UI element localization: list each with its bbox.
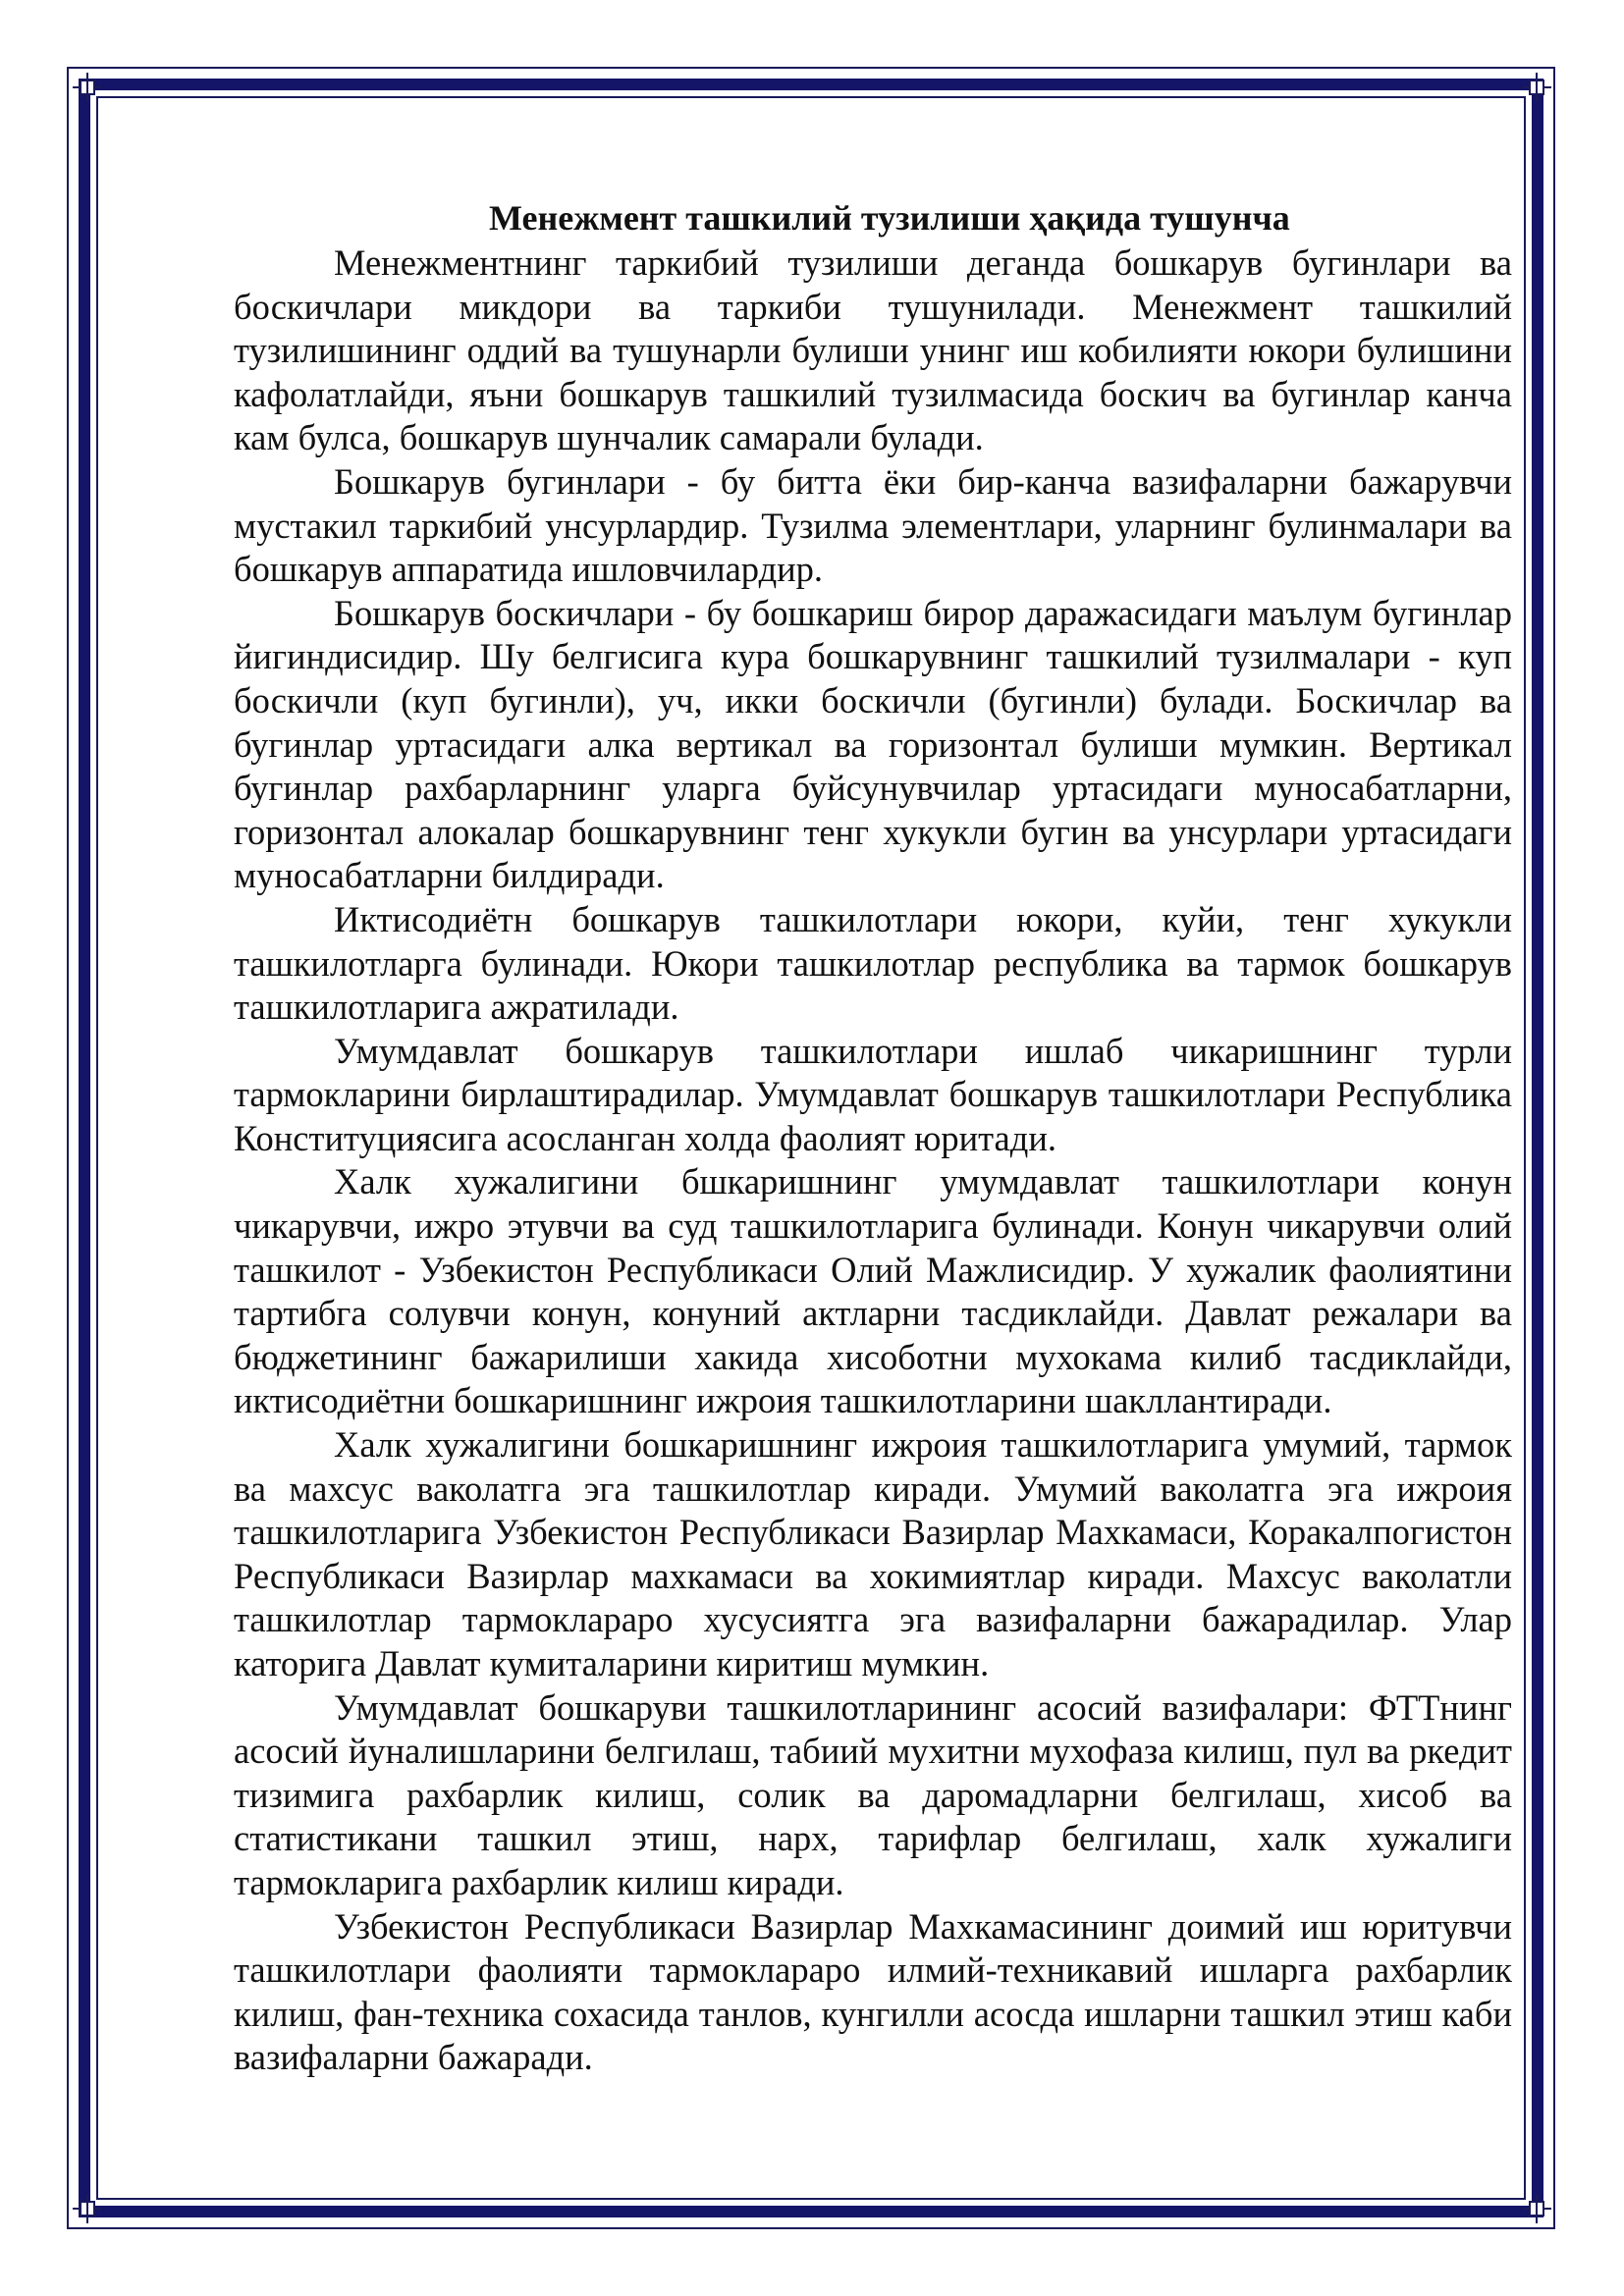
corner-ornament-top-right bbox=[1522, 73, 1551, 102]
corner-ornament-bottom-left bbox=[73, 2194, 102, 2223]
paragraph-6: Халк хужалигини бшкаришнинг умумдавлат ташкилотлари конун чикарувчи, ижро этувчи ва суд ташкилотларига булинади. Конун чикарувчи олий ташкилот - Узбекистон Республикаси Олий Мажлисидир. У хужалик фаолиятини тартибга солувчи конун, конуний актларни тасдиклайди. Давлат режалари ва бюджетининг бажарилиши хакида хисоботни мухокама килиб тасдиклайди, иктисодиётни бошкаришнинг ижроия ташкилотларини шакллантиради. bbox=[234, 1161, 1512, 1421]
corner-ornament-top-left bbox=[73, 73, 102, 102]
paragraph-2: Бошкарув бугинлари - бу битта ёки бир-канча вазифаларни бажарувчи мустакил таркибий унсурлардир. Тузилма элементлари, уларнинг булинмалари ва бошкарув аппаратида ишловчилардир. bbox=[234, 460, 1512, 590]
paragraph-4: Иктисодиётн бошкарув ташкилотлари юкори, куйи, тенг хукукли ташкилотларга булинади. Юкори ташкилотлар республика ва тармок бошкарув ташкилотларига ажратилади. bbox=[234, 898, 1512, 1028]
paragraph-9: Узбекистон Республикаси Вазирлар Махкамасининг доимий иш юритувчи ташкилотлари фаолияти тармоклараро илмий-техникавий ишларга рахбарлик килиш, фан-техника сохасида танлов, кунгилли асосда ишларни ташкил этиш каби вазифаларни бажаради. bbox=[234, 1905, 1512, 2078]
corner-ornament-bottom-right bbox=[1522, 2194, 1551, 2223]
paragraph-5: Умумдавлат бошкарув ташкилотлари ишлаб чикаришнинг турли тармокларини бирлаштирадилар. Умумдавлат бошкарув ташкилотлари Республика Конституциясига асосланган холда фаолият юритади. bbox=[234, 1030, 1512, 1158]
paragraph-8: Умумдавлат бошкаруви ташкилотларининг асосий вазифалари: ФТТнинг асосий йуналишларини белгилаш, табиий мухитни мухофаза килиш, пул ва ркедит тизимига рахбарлик килиш, солик ва даромадларни белгилаш, хисоб ва статистикани ташкил этиш, нарх, тарифлар белгилаш, халк хужалиги тармокларига рахбарлик килиш киради. bbox=[234, 1686, 1512, 1902]
document-title: Менежмент ташкилий тузилиши ҳақида тушунча bbox=[489, 198, 1290, 238]
document-body bbox=[234, 196, 1512, 2080]
paragraph-3: Бошкарув боскичлари - бу бошкариш бирор даражасидаги маълум бугинлар йигиндисидир. Шу белгисига кура бошкарувнинг ташкилий тузилмалари - куп боскичли (куп бугинли), уч, икки боскичли (бугинли) булади. Боскичлар ва бугинлар уртасидаги алка вертикал ва горизонтал булиши мумкин. Вертикал бугинлар рахбарларнинг уларга буйсунувчилар уртасидаги муносабатларни, горизонтал алокалар бошкарувнинг тенг хукукли бугин ва унсурлари уртасидаги муносабатларни билдиради. bbox=[234, 592, 1512, 896]
paragraph-7: Халк хужалигини бошкаришнинг ижроия ташкилотларига умумий, тармок ва махсус ваколатга эга ташкилотлар киради. Умумий ваколатга эга ижроия ташкилотларига Узбекистон Республикаси Вазирлар Махкамаси, Коракалпогистон Республикаси Вазирлар махкамаси ва хокимиятлар киради. Махсус ваколатли ташкилотлар тармоклараро хусусиятга эга вазифаларни бажарадилар. Улар каторига Давлат кумиталарини киритиш мумкин. bbox=[234, 1424, 1512, 1683]
paragraph-1: Менежментнинг таркибий тузилиши деганда бошкарув бугинлари ва боскичлари микдори ва таркиби тушунилади. Менежмент ташкилий тузилишининг оддий ва тушунарли булиши унинг иш кобилияти юкори булишини кафолатлайди, яъни бошкарув ташкилий тузилмасида боскич ва бугинлар канча кам булса, бошкарув шунчалик самарали булади. bbox=[234, 242, 1512, 458]
